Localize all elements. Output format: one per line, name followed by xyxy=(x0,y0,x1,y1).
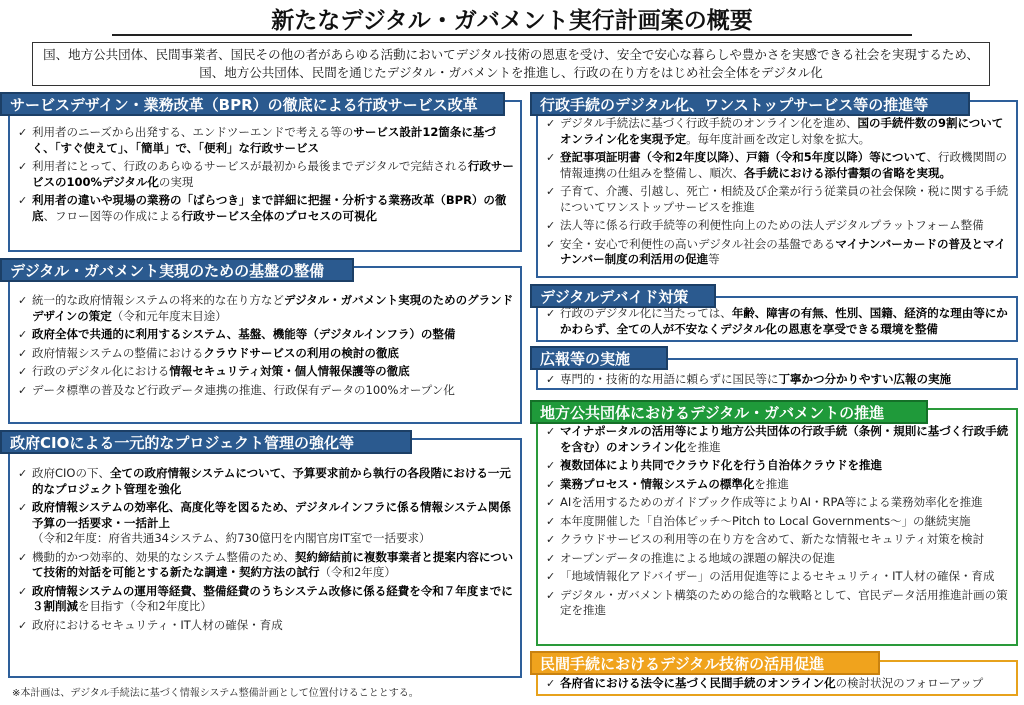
infra-list xyxy=(16,293,516,401)
list-item: ✓ 政府情報システムの効率化、高度化等を図るため、デジタルインフラに係る情報システム関係予算の一括要求・一括計上 （令和2年度：府省共通34システム、約730億円を内閣官房IT室で一括要求） xyxy=(16,500,516,547)
list-item: ✓ 政府CIOの下、全ての政府情報システムについて、予算要求前から執行の各段階における一元的なプロジェクト管理を強化 xyxy=(16,466,516,497)
list-item: ✓ クラウドサービスの利用等の在り方を含めて、新たな情報セキュリティ対策を検討 xyxy=(544,532,1014,548)
bpr-list xyxy=(16,125,516,227)
pr-list xyxy=(544,372,1014,391)
title-underline xyxy=(112,34,912,36)
bpr-heading: サービスデザイン・業務改革（BPR）の徹底による行政サービス改革 xyxy=(0,92,505,116)
footnote: ※本計画は、デジタル手続法に基づく情報システム整備計画として位置付けることとする。 xyxy=(12,688,419,699)
list-item: ✓ 各府省における法令に基づく民間手続のオンライン化の検討状況のフォローアップ xyxy=(544,676,1014,692)
list-item: ✓ オープンデータの推進による地域の課題の解決の促進 xyxy=(544,551,1014,567)
local-heading: 地方公共団体におけるデジタル・ガバメントの推進 xyxy=(530,400,928,424)
onestop-heading: 行政手続のデジタル化、ワンストップサービス等の推進等 xyxy=(530,92,970,116)
list-item: ✓ 登記事項証明書（令和2年度以降）、戸籍（令和5年度以降）等について、行政機関間の情報連携の仕組みを整備し、順次、各手続における添付書類の省略を実現。 xyxy=(544,150,1014,181)
onestop-list xyxy=(544,116,1014,271)
list-item: ✓ デジタル手続法に基づく行政手続のオンライン化を進め、国の手続件数の9割についてオンライン化を実現予定。毎年度計画を改定し対象を拡大。 xyxy=(544,116,1014,147)
list-item: ✓ 政府におけるセキュリティ・IT人材の確保・育成 xyxy=(16,618,516,634)
local-list xyxy=(544,424,1014,622)
list-item: ✓ マイナポータルの活用等により地方公共団体の行政手続（条例・規則に基づく行政手続を含む）のオンライン化を推進 xyxy=(544,424,1014,455)
list-item: ✓ 業務プロセス・情報システムの標準化を推進 xyxy=(544,477,1014,493)
list-item: ✓ 政府情報システムの整備におけるクラウドサービスの利用の検討の徹底 xyxy=(16,346,516,362)
list-item: ✓ デジタル・ガバメント構築のための総合的な戦略として、官民データ活用推進計画の策定を推進 xyxy=(544,588,1014,619)
infra-heading: デジタル・ガバメント実現のための基盤の整備 xyxy=(0,258,354,282)
list-item: ✓ 複数団体により共同でクラウド化を行う自治体クラウドを推進 xyxy=(544,458,1014,474)
list-item: ✓ 政府全体で共通的に利用するシステム、基盤、機能等（デジタルインフラ）の整備 xyxy=(16,327,516,343)
list-item: ✓ 機動的かつ効率的、効果的なシステム整備のため、契約締結前に複数事業者と提案内容について技術的対話を可能とする新たな調達・契約方法の試行（令和2年度） xyxy=(16,550,516,581)
list-item: ✓ 行政のデジタル化に当たっては、年齢、障害の有無、性別、国籍、経済的な理由等にかかわらず、全ての人が不安なくデジタル化の恩恵を享受できる環境を整備 xyxy=(544,306,1014,337)
divide-list xyxy=(544,306,1014,340)
list-item: ✓ 「地域情報化アドバイザー」の活用促進等によるセキュリティ・IT人材の確保・育成 xyxy=(544,569,1014,585)
pr-heading: 広報等の実施 xyxy=(530,346,668,370)
list-item: ✓ AIを活用するためのガイドブック作成等によりAI・RPA等による業務効率化を推進 xyxy=(544,495,1014,511)
list-item: ✓ 子育て、介護、引越し、死亡・相続及び企業が行う従業員の社会保険・税に関する手続についてワンストップサービスを推進 xyxy=(544,184,1014,215)
cio-list xyxy=(16,466,516,636)
private-list xyxy=(544,676,1014,695)
list-item: ✓ 政府情報システムの運用等経費、整備経費のうちシステム改修に係る経費を令和７年度までに３割削減を目指す（令和2年度比） xyxy=(16,584,516,615)
list-item: ✓ 本年度開催した「自治体ピッチ～Pitch to Local Governments～」の継続実施 xyxy=(544,514,1014,530)
list-item: ✓ 安全・安心で利便性の高いデジタル社会の基盤であるマイナンバーカードの普及とマイナンバー制度の利活用の促進等 xyxy=(544,237,1014,268)
divide-heading: デジタルデバイド対策 xyxy=(530,284,716,308)
list-item: ✓ 利用者にとって、行政のあらゆるサービスが最初から最後までデジタルで完結される行政サービスの100%デジタル化の実現 xyxy=(16,159,516,190)
private-heading: 民間手続におけるデジタル技術の活用促進 xyxy=(530,651,880,675)
list-item: ✓ 利用者の違いや現場の業務の「ばらつき」まで詳細に把握・分析する業務改革（BPR）の徹底、フロー図等の作成による行政サービス全体のプロセスの可視化 xyxy=(16,193,516,224)
intro-box: 国、地方公共団体、民間事業者、国民その他の者があらゆる活動においてデジタル技術の恩恵を受け、安全で安心な暮らしや豊かさを実感できる社会を実現するため、国、地方公共団体、民間を通じたデジタル・ガバメントを推進し、行政の在り方をはじめ社会全体をデジタル化 xyxy=(32,42,990,86)
list-item: ✓ 専門的・技術的な用語に頼らずに国民等に丁寧かつ分かりやすい広報の実施 xyxy=(544,372,1014,388)
list-item: ✓ 法人等に係る行政手続等の利便性向上のための法人デジタルプラットフォーム整備 xyxy=(544,218,1014,234)
list-item: ✓ データ標準の普及など行政データ連携の推進、行政保有データの100%オープン化 xyxy=(16,383,516,399)
list-item: ✓ 利用者のニーズから出発する、エンドツーエンドで考える等のサービス設計12箇条に基づく、「すぐ使えて」、「簡単」で、「便利」な行政サービス xyxy=(16,125,516,156)
cio-heading: 政府CIOによる一元的なプロジェクト管理の強化等 xyxy=(0,430,412,454)
page-title: 新たなデジタル・ガバメント実行計画案の概要 xyxy=(271,8,753,34)
list-item: ✓ 統一的な政府情報システムの将来的な在り方などデジタル・ガバメント実現のためのグランドデザインの策定（令和元年度末目途） xyxy=(16,293,516,324)
list-item: ✓ 行政のデジタル化における情報セキュリティ対策・個人情報保護等の徹底 xyxy=(16,364,516,380)
